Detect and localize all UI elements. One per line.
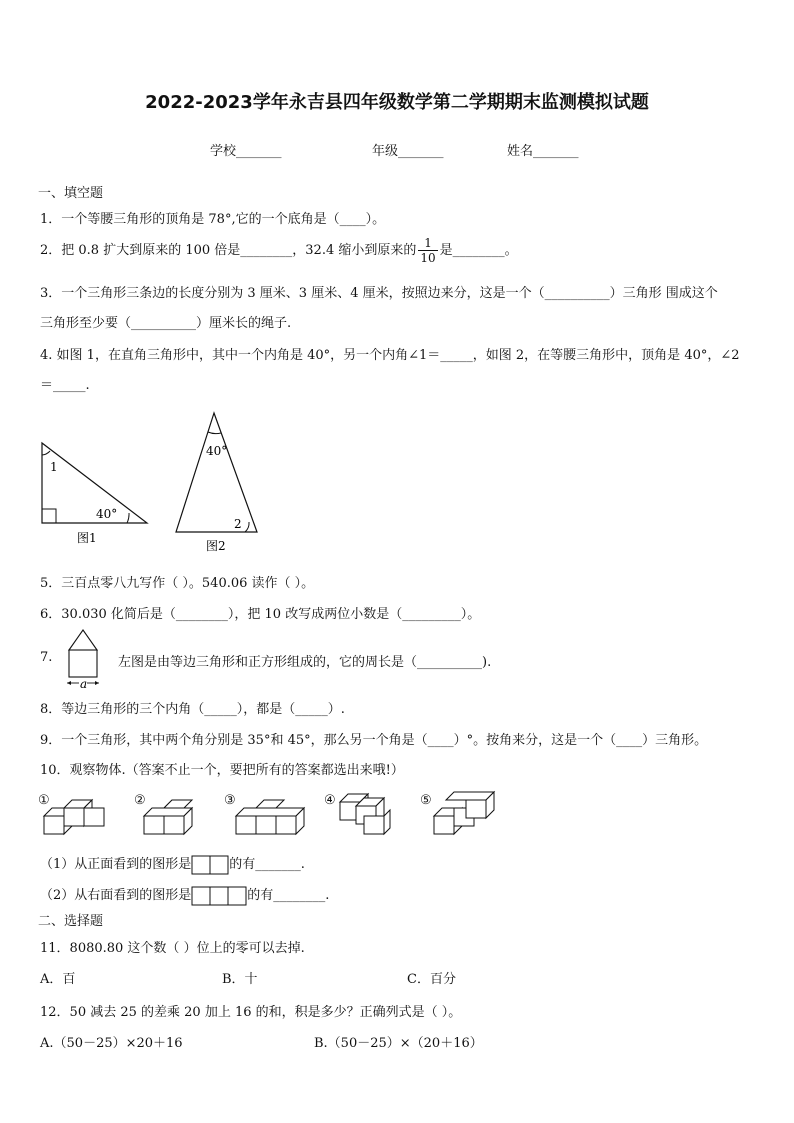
cube-figure-5 bbox=[434, 792, 494, 834]
question-6: 6．30.030 化简后是（________），把 10 改写成两位小数是（_________）。 bbox=[40, 607, 481, 622]
figure-label-4: ④ bbox=[324, 793, 336, 808]
school-field: 学校_______ bbox=[210, 144, 282, 159]
page-title: 2022-2023学年永吉县四年级数学第二学期期末监测模拟试题 bbox=[145, 92, 649, 113]
figure-label-5: ⑤ bbox=[420, 793, 432, 808]
question-11: 11．8080.80 这个数（ ）位上的零可以去掉. bbox=[40, 941, 305, 956]
question-4-line-2: ＝_____. bbox=[40, 378, 90, 393]
fraction bbox=[418, 236, 437, 265]
name-field: 姓名_______ bbox=[507, 144, 579, 159]
section-choice-heading: 二、选择题 bbox=[38, 914, 104, 929]
fraction-numerator: 1 bbox=[418, 236, 437, 251]
section-fill-blank-heading: 一、填空题 bbox=[38, 186, 104, 201]
figure-1-right-triangle bbox=[30, 405, 165, 550]
side-length-label: a bbox=[80, 677, 88, 690]
figure-1-caption: 图1 bbox=[77, 531, 97, 545]
question-12: 12．50 减去 25 的差乘 20 加上 16 的和，积是多少？正确列式是（ ）。 bbox=[40, 1005, 462, 1020]
question-10-part-2 bbox=[40, 884, 329, 906]
option-11-a: A．百 bbox=[40, 972, 76, 987]
question-10-part-2-prefix: （2）从右面看到的图形是 bbox=[40, 888, 192, 903]
figure-2-angle-2-label: 2 bbox=[234, 517, 242, 531]
question-2-part-a: 2．把 0.8 扩大到原来的 100 倍是________，32.4 缩小到原来的 bbox=[40, 243, 417, 258]
option-12-b: B.（50－25）×（20＋16） bbox=[314, 1036, 483, 1051]
cube-figure-3 bbox=[236, 800, 304, 834]
question-9: 9．一个三角形，其中两个角分别是 35°和 45°，那么另一个角是（____）°。按角来分，这是一个（____）三角形。 bbox=[40, 733, 708, 748]
question-10-part-1-suffix: 的有_______. bbox=[229, 857, 305, 872]
figure-label-2: ② bbox=[134, 793, 146, 808]
figure-2-40-degree-label: 40° bbox=[206, 444, 228, 458]
question-10-part-1-prefix: （1）从正面看到的图形是 bbox=[40, 857, 192, 872]
question-10: 10．观察物体.（答案不止一个，要把所有的答案都选出来哦!） bbox=[40, 763, 404, 778]
option-11-c: C．百分 bbox=[407, 972, 456, 987]
question-8: 8．等边三角形的三个内角（_____），都是（_____）. bbox=[40, 702, 345, 717]
question-10-part-2-suffix: 的有________. bbox=[247, 888, 330, 903]
question-2 bbox=[40, 236, 518, 265]
question-4-line-1: 4. 如图 1，在直角三角形中，其中一个内角是 40°，另一个内角∠1＝_____，如图 2，在等腰三角形中，顶角是 40°，∠2 bbox=[40, 348, 740, 363]
question-7-text: 左图是由等边三角形和正方形组成的，它的周长是（__________). bbox=[118, 655, 492, 670]
question-7-number: 7. bbox=[40, 650, 53, 665]
question-7-house-figure bbox=[64, 626, 110, 690]
grade-field: 年级_______ bbox=[372, 144, 444, 159]
question-3-line-1: 3．一个三角形三条边的长度分别为 3 厘米、3 厘米、4 厘米，按照边来分，这是一个（__________）三角形 围成这个 bbox=[40, 286, 718, 301]
figure-2-caption: 图2 bbox=[206, 539, 226, 553]
question-5: 5．三百点零八九写作（ ）。540.06 读作（ ）。 bbox=[40, 576, 315, 591]
figure-label-3: ③ bbox=[224, 793, 236, 808]
figure-label-1: ① bbox=[38, 793, 50, 808]
question-1: 1．一个等腰三角形的顶角是 78°,它的一个底角是（____）。 bbox=[40, 212, 386, 227]
two-square-view-icon bbox=[191, 855, 229, 875]
option-12-a: A.（50－25）×20＋16 bbox=[40, 1036, 183, 1051]
cube-figure-4 bbox=[340, 794, 390, 834]
question-2-part-b: 是________。 bbox=[439, 243, 518, 258]
fraction-denominator: 10 bbox=[420, 251, 436, 265]
figure-2-isosceles-triangle bbox=[170, 405, 270, 557]
cube-figures bbox=[36, 786, 506, 842]
question-3-line-2: 三角形至少要（__________）厘米长的绳子. bbox=[40, 316, 292, 331]
cube-figure-2 bbox=[144, 800, 192, 834]
option-11-b: B．十 bbox=[222, 972, 258, 987]
figure-1-40-degree-label: 40° bbox=[96, 507, 118, 521]
question-10-part-1 bbox=[40, 853, 305, 875]
three-square-view-icon bbox=[191, 886, 247, 906]
cube-figure-1 bbox=[44, 800, 104, 834]
figure-1-angle-1-label: 1 bbox=[50, 460, 58, 474]
